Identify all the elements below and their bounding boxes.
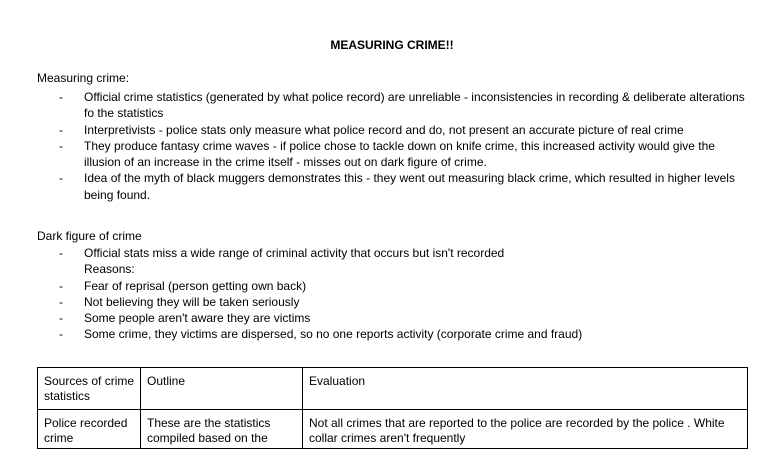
table-cell: Police recorded crime [38, 410, 141, 449]
dark-figure-list [37, 245, 749, 343]
measuring-crime-list [37, 89, 749, 203]
table-header-cell: Evaluation [303, 368, 748, 410]
dash-marker: - [59, 171, 63, 186]
reasons-label: Reasons: [84, 262, 135, 277]
dash-marker: - [59, 246, 63, 260]
list-item: - Not believing they will be taken seriously [59, 294, 300, 309]
dash-marker: - [59, 138, 63, 153]
dash-marker: - [59, 278, 63, 293]
document-title: MEASURING CRIME!! [330, 38, 454, 52]
list-item: - Official crime statistics (generated by what police record) are unreliable - inconsistencies in recording & deliberate alterations fo the statistics [59, 90, 745, 121]
dash-marker: - [59, 294, 63, 309]
table-cell: Not all crimes that are reported to the police are recorded by the police . White collar crimes aren't frequently [303, 410, 748, 449]
dash-marker: - [59, 90, 63, 104]
table-row [38, 410, 748, 449]
dash-marker: - [59, 327, 63, 342]
list-item: - Some crime, they victims are dispersed, so no one reports activity (corporate crime and fraud) [59, 327, 583, 342]
table-cell: These are the statistics compiled based on the [141, 410, 303, 449]
list-item: - Official stats miss a wide range of criminal activity that occurs but isn't recorded [59, 246, 505, 260]
dash-marker: - [59, 122, 63, 137]
section-heading-dark-figure: Dark figure of crime [37, 229, 142, 243]
list-item: - They produce fantasy crime waves - if police chose to tackle down on knife crime, this increased activity would give the illusion of an increase in the crime itself - misses out on dark figure of crime. [59, 138, 715, 170]
table-header-cell: Sources of crime statistics [38, 368, 141, 410]
table-header-cell: Outline [141, 368, 303, 410]
list-item: - Idea of the myth of black muggers demonstrates this - they went out measuring black crime, which resulted in higher levels being found. [59, 171, 735, 202]
list-item: - Fear of reprisal (person getting own back) [59, 278, 307, 293]
crime-sources-table [37, 367, 748, 449]
list-item: - Interpretivists - police stats only measure what police record and do, not present an accurate picture of real crime [59, 122, 684, 137]
table-header-row [38, 368, 748, 410]
section-heading-measuring-crime: Measuring crime: [37, 71, 130, 85]
dash-marker: - [59, 311, 63, 326]
list-item: - Some people aren't aware they are victims [59, 311, 311, 326]
